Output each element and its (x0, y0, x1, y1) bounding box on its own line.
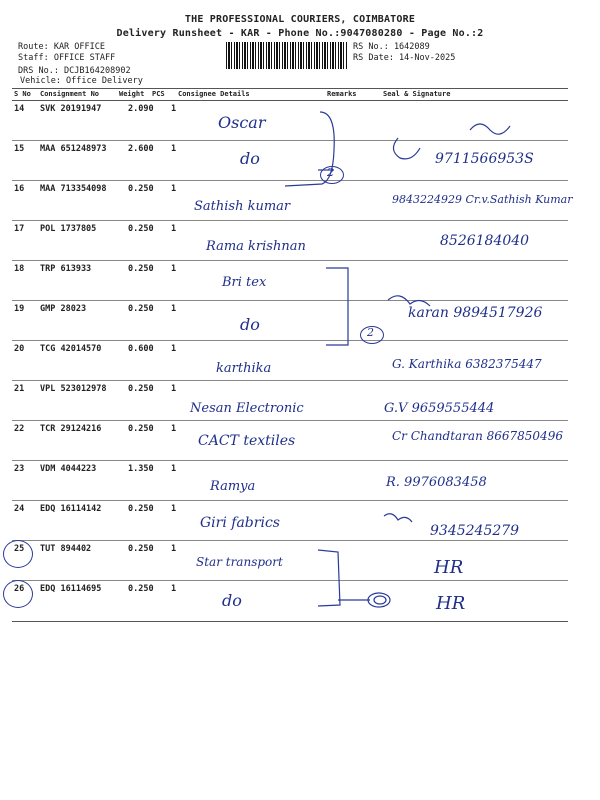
bracket-line-icon (326, 268, 348, 345)
row-sno: 14 (14, 104, 25, 114)
row-pcs: 1 (171, 304, 177, 314)
row-weight: 0.250 (128, 304, 154, 314)
row-weight: 0.250 (128, 384, 154, 394)
row-circle-mark-icon (3, 580, 33, 608)
row-pcs: 1 (171, 144, 177, 154)
row-pcs: 1 (171, 424, 177, 434)
row-consignment: TCG 42014570 (40, 344, 102, 354)
row-pcs: 1 (171, 184, 177, 194)
row-pcs: 1 (171, 544, 177, 554)
route-label: Route: KAR OFFICE (18, 42, 105, 52)
row-pcs: 1 (171, 224, 177, 234)
row-weight: 1.350 (128, 464, 154, 474)
row-sno: 25 (14, 544, 25, 554)
signature-icon (384, 514, 412, 522)
row-seal: 9345245279 (430, 523, 520, 539)
row-weight: 0.250 (128, 184, 154, 194)
row-consignee: Sathish kumar (194, 199, 291, 214)
row-seal: karan 9894517926 (408, 305, 543, 321)
signature-icon (470, 124, 510, 134)
signature-icon (388, 296, 430, 306)
row-consignee: Ramya (210, 479, 256, 494)
row-sno: 23 (14, 464, 25, 474)
row-consignment: VDM 4044223 (40, 464, 97, 474)
col-consignment: Consignment No (40, 90, 100, 98)
company-title: THE PROFESSIONAL COURIERS, COIMBATORE (184, 14, 416, 25)
row-consignee: Star transport (196, 555, 283, 569)
staff-label: Staff: OFFICE STAFF (18, 53, 116, 63)
row-consignee: karthika (216, 361, 272, 376)
row-seal: G.V 9659555444 (384, 401, 495, 416)
row-consignee: Giri fabrics (200, 515, 280, 531)
row-consignee: Rama krishnan (206, 239, 306, 254)
bracket-count-a: 2 (327, 166, 334, 179)
row-sno: 20 (14, 344, 25, 354)
row-seal: 9711566953S (435, 151, 534, 167)
col-seal: Seal & Signature (383, 90, 451, 98)
row-seal: 9843224929 Cr.v.Sathish Kumar (392, 193, 573, 206)
col-consignee: Consignee Details (178, 90, 250, 98)
row-seal: 8526184040 (440, 233, 530, 249)
row-seal: Cr Chandtaran 8667850496 (392, 429, 563, 443)
col-sno: S No (14, 90, 31, 98)
row-weight: 0.250 (128, 544, 154, 554)
row-sno: 16 (14, 184, 25, 194)
bracket-line-icon (318, 550, 340, 606)
row-pcs: 1 (171, 384, 177, 394)
row-seal: R. 9976083458 (386, 475, 487, 490)
row-pcs: 1 (171, 104, 177, 114)
row-sno: 15 (14, 144, 25, 154)
row-weight: 0.250 (128, 264, 154, 274)
vehicle-label: Vehicle: Office Delivery (20, 76, 143, 86)
row-pcs: 1 (171, 344, 177, 354)
row-sno: 22 (14, 424, 25, 434)
row-consignment: VPL 523012978 (40, 384, 107, 394)
row-consignee: do (222, 591, 242, 610)
row-seal: G. Karthika 6382375447 (392, 357, 542, 371)
row-consignment: EDQ 16114142 (40, 504, 102, 514)
row-weight: 0.250 (128, 424, 154, 434)
row-weight: 0.250 (128, 584, 154, 594)
row-sno: 26 (14, 584, 25, 594)
circle-mark-icon (368, 593, 390, 607)
row-sno: 17 (14, 224, 25, 234)
row-consignment: MAA 651248973 (40, 144, 107, 154)
row-pcs: 1 (171, 504, 177, 514)
row-consignee: CACT textiles (198, 433, 296, 449)
row-pcs: 1 (171, 264, 177, 274)
rs-date: RS Date: 14-Nov-2025 (353, 53, 456, 63)
rs-number: RS No.: 1642089 (353, 42, 430, 52)
row-consignment: TRP 613933 (40, 264, 92, 274)
row-consignment: TCR 29124216 (40, 424, 102, 434)
bracket-count-b: 2 (367, 326, 374, 339)
row-consignee: Bri tex (222, 275, 267, 290)
row-consignment: GMP 28023 (40, 304, 87, 314)
row-weight: 0.250 (128, 504, 154, 514)
row-consignment: POL 1737805 (40, 224, 97, 234)
row-sno: 24 (14, 504, 25, 514)
row-pcs: 1 (171, 584, 177, 594)
row-seal: HR (436, 593, 466, 614)
row-seal: HR (434, 557, 464, 578)
row-circle-mark-icon (3, 540, 33, 568)
row-weight: 0.600 (128, 344, 154, 354)
drs-number: DRS No.: DCJB164208902 (18, 66, 131, 76)
row-consignee: Oscar (218, 113, 266, 132)
row-consignee: do (240, 149, 260, 168)
runsheet-subtitle: Delivery Runsheet - KAR - Phone No.:9047080280 - Page No.:2 (116, 28, 484, 39)
row-sno: 19 (14, 304, 25, 314)
row-sno: 21 (14, 384, 25, 394)
row-consignment: MAA 713354098 (40, 184, 107, 194)
row-consignee: Nesan Electronic (190, 401, 304, 416)
col-remarks: Remarks (327, 90, 357, 98)
row-consignee: do (240, 315, 260, 334)
col-weight: Weight (119, 90, 145, 98)
row-weight: 2.600 (128, 144, 154, 154)
row-consignment: TUT 894402 (40, 544, 92, 554)
signature-icon (393, 138, 420, 159)
col-pcs: PCS (152, 90, 165, 98)
row-weight: 0.250 (128, 224, 154, 234)
row-consignment: EDQ 16114695 (40, 584, 102, 594)
circle-mark-icon (374, 596, 386, 604)
row-sno: 18 (14, 264, 25, 274)
row-weight: 2.090 (128, 104, 154, 114)
row-consignment: SVK 20191947 (40, 104, 102, 114)
row-pcs: 1 (171, 464, 177, 474)
